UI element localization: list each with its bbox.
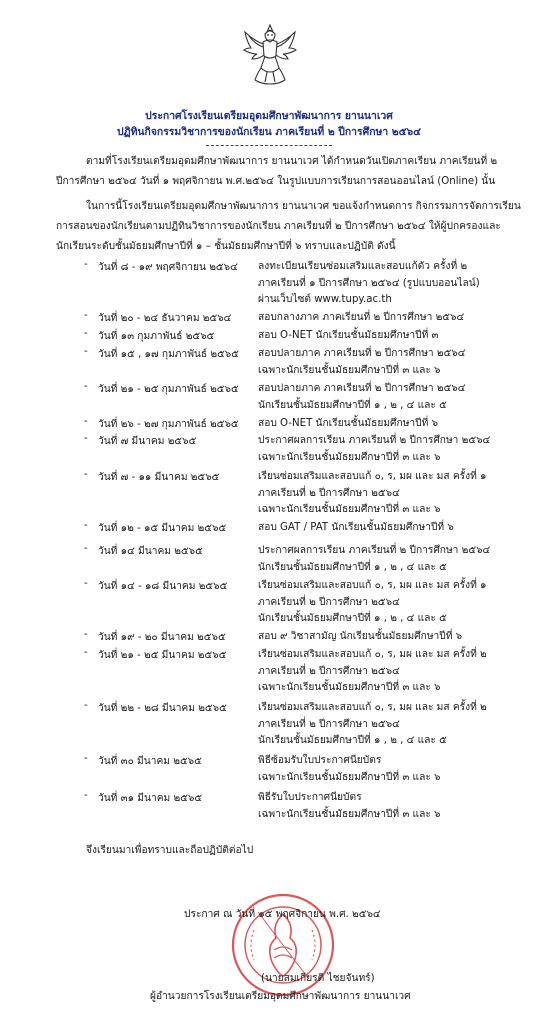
bullet-dash: - [84,647,88,658]
schedule-activity: เฉพาะนักเรียนชั้นมัธยมศึกษาปีที่ ๓ และ ๖ [258,504,441,515]
schedule-date: วันที่ ๗ มีนาคม ๒๕๖๕ [98,436,197,447]
schedule-activity: นักเรียนชั้นมัธยมศึกษาปีที่ ๑ , ๒ , ๔ และ ๕ [258,561,447,573]
closing-text: จึงเรียนมาเพื่อทราบและถือปฏิบัติต่อไป [86,845,254,856]
schedule-activity: ภาคเรียนที่ ๑ ปีการศึกษา ๒๕๖๔ (รูปแบบออนไลน์) [258,277,480,289]
bullet-dash: - [84,433,88,444]
intro-line: นักเรียนระดับชั้นมัธยมศึกษาปีที่ ๑ – ชั้นมัธยมศึกษาปีที่ ๖ ทราบและปฏิบัติ ดังนี้ [56,241,396,252]
bullet-dash: - [84,381,88,392]
schedule-activity: สอบ O-NET นักเรียนชั้นมัธยมศึกษาปีที่ ๓ [258,330,439,341]
garuda-emblem-icon [241,22,299,88]
signature-title: ผู้อำนวยการโรงเรียนเตรียมอุดมศึกษาพัฒนาการ ยานนาเวศ [150,991,411,1002]
signature-name: (นายสมเกียรติ ไชยจันทร์) [261,973,375,984]
bullet-dash: - [84,790,88,801]
schedule-date: วันที่ ๒๒ - ๒๘ มีนาคม ๒๕๖๕ [98,703,227,714]
bullet-dash: - [84,543,88,554]
announce-line: ประกาศ ณ วันที่ ๑๕ พฤศจิกายน พ.ศ. ๒๕๖๔ [184,909,381,920]
intro-line: ตามที่โรงเรียนเตรียมอุดมศึกษาพัฒนาการ ยานนาเวศ ได้กำหนดวันเปิดภาคเรียน ภาคเรียนที่ ๒ [86,156,498,167]
schedule-date: วันที่ ๘ - ๑๙ พฤศจิกายน ๒๕๖๔ [98,262,238,273]
bullet-dash: - [84,753,88,764]
schedule-activity: ภาคเรียนที่ ๒ ปีการศึกษา ๒๕๖๔ [258,665,400,677]
schedule-activity: สอบปลายภาค ภาคเรียนที่ ๒ ปีการศึกษา ๒๕๖๔ [258,383,466,394]
schedule-activity: เฉพาะนักเรียนชั้นมัธยมศึกษาปีที่ ๓ และ ๖ [258,451,441,463]
bullet-dash: - [84,520,88,531]
schedule-activity: ประกาศผลการเรียน ภาคเรียนที่ ๒ ปีการศึกษา ๒๕๖๔ [258,545,491,556]
bullet-dash: - [84,328,88,339]
schedule-activity: ภาคเรียนที่ ๒ ปีการศึกษา ๒๕๖๔ [258,718,400,730]
schedule-date: วันที่ ๒๐ - ๒๔ ธันวาคม ๒๕๖๔ [98,313,232,324]
bullet-dash: - [84,346,88,357]
schedule-activity: สอบ O-NET นักเรียนชั้นมัธยมศึกษาปีที่ ๖ [258,418,439,429]
schedule-activity: ผ่านเว็บไซต์ www.tupy.ac.th [258,294,392,305]
schedule-activity: ลงทะเบียนเรียนซ่อมเสริมและสอบแก้ตัว ครั้งที่ ๒ [258,261,468,272]
schedule-activity: เรียนซ่อมเสริมและสอบแก้ ๐, ร, มผ และ มส ครั้งที่ ๒ [258,702,487,713]
bullet-dash: - [84,416,88,427]
schedule-date: วันที่ ๒๖ - ๒๗ กุมภาพันธ์ ๒๕๖๕ [98,419,239,430]
schedule-activity: สอบกลางภาค ภาคเรียนที่ ๒ ปีการศึกษา ๒๕๖๔ [258,312,465,323]
schedule-activity: นักเรียนชั้นมัธยมศึกษาปีที่ ๑ , ๒ , ๔ และ ๕ [258,613,447,624]
intro-paragraph-2 [56,197,521,257]
schedule-activity: เฉพาะนักเรียนชั้นมัธยมศึกษาปีที่ ๓ และ ๖ [258,808,441,820]
schedule-date: วันที่ ๒๑ - ๒๕ กุมภาพันธ์ ๒๕๖๕ [98,384,239,395]
page-title: ประกาศโรงเรียนเตรียมอุดมศึกษาพัฒนาการ ยานนาเวศ [145,110,393,122]
title-divider [206,145,332,146]
schedule-date: วันที่ ๑๔ มีนาคม ๒๕๖๕ [98,546,203,557]
schedule-date: วันที่ ๒๑ - ๒๕ มีนาคม ๒๕๖๕ [98,650,227,661]
intro-line: ปีการศึกษา ๒๕๖๔ วันที่ ๑ พฤศจิกายน พ.ศ.๒๕๖๔ ในรูปแบบการเรียนการสอนออนไลน์ (Online) นั้น [56,176,496,187]
schedule-activity: พิธีรับใบประกาศนียบัตร [258,792,362,803]
schedule-date: วันที่ ๑๕ , ๑๗ กุมภาพันธ์ ๒๕๖๕ [98,349,239,360]
intro-paragraph-1 [56,152,511,192]
schedule-date: วันที่ ๗ - ๑๑ มีนาคม ๒๕๖๕ [98,472,220,483]
page-subtitle: ปฏิทินกิจกรรมวิชาการของนักเรียน ภาคเรียนที่ ๒ ปีการศึกษา ๒๕๖๔ [117,126,421,138]
bullet-dash: - [84,310,88,321]
bullet-dash: - [84,469,88,480]
schedule-activity: เฉพาะนักเรียนชั้นมัธยมศึกษาปีที่ ๓ และ ๖ [258,364,441,376]
schedule-activity: ภาคเรียนที่ ๒ ปีการศึกษา ๒๕๖๔ [258,487,400,499]
schedule-date: วันที่ ๑๔ - ๑๘ มีนาคม ๒๕๖๕ [98,581,228,592]
schedule-date: วันที่ ๑๒ - ๑๕ มีนาคม ๒๕๖๕ [98,523,227,534]
schedule-activity: นักเรียนชั้นมัธยมศึกษาปีที่ ๑ , ๒ , ๔ และ ๕ [258,735,447,746]
schedule-activity: ประกาศผลการเรียน ภาคเรียนที่ ๒ ปีการศึกษา ๒๕๖๔ [258,435,491,446]
intro-line: ในการนี้โรงเรียนเตรียมอุดมศึกษาพัฒนาการ ยานนาเวศ ขอแจ้งกำหนดการ กิจกรรมการจัดการเรียน [86,201,521,212]
schedule-activity: สอบ ๙ วิชาสามัญ นักเรียนชั้นมัธยมศึกษาปีที่ ๖ [258,631,463,642]
schedule-activity: เฉพาะนักเรียนชั้นมัธยมศึกษาปีที่ ๓ และ ๖ [258,682,441,693]
schedule-activity: เรียนซ่อมเสริมและสอบแก้ ๐, ร, มผ และ มส ครั้งที่ ๒ [258,649,487,660]
schedule-date: วันที่ ๑๙ - ๒๐ มีนาคม ๒๕๖๕ [98,632,226,643]
schedule-activity: สอบ GAT / PAT นักเรียนชั้นมัธยมศึกษาปีที่ ๖ [258,522,454,533]
schedule-date: วันที่ ๓๑ มีนาคม ๒๕๖๕ [98,793,203,804]
schedule-activity: สอบปลายภาค ภาคเรียนที่ ๒ ปีการศึกษา ๒๕๖๔ [258,348,466,359]
schedule-activity: นักเรียนชั้นมัธยมศึกษาปีที่ ๑ , ๒ , ๔ และ ๕ [258,399,447,411]
schedule-activity: เรียนซ่อมเสริมและสอบแก้ ๐, ร, มผ และ มส ครั้งที่ ๑ [258,471,487,482]
bullet-dash: - [84,700,88,711]
schedule-date: วันที่ ๓๐ มีนาคม ๒๕๖๕ [98,756,202,767]
schedule-activity: พิธีซ้อมรับใบประกาศนียบัตร [258,755,382,766]
schedule-activity: เฉพาะนักเรียนชั้นมัธยมศึกษาปีที่ ๓ และ ๖ [258,771,441,783]
bullet-dash: - [84,259,88,270]
bullet-dash: - [84,629,88,640]
bullet-dash: - [84,578,88,589]
schedule-activity: ภาคเรียนที่ ๒ ปีการศึกษา ๒๕๖๔ [258,596,400,608]
schedule-activity: เรียนซ่อมเสริมและสอบแก้ ๐, ร, มผ และ มส ครั้งที่ ๑ [258,580,487,591]
intro-line: การสอนของนักเรียนตามปฏิทินวิชาการของนักเรียน ภาคเรียนที่ ๒ ปีการศึกษา ๒๕๖๔ ให้ผู้ปกครองและ [56,221,501,232]
schedule-date: วันที่ ๑๓ กุมภาพันธ์ ๒๕๖๕ [98,331,215,342]
